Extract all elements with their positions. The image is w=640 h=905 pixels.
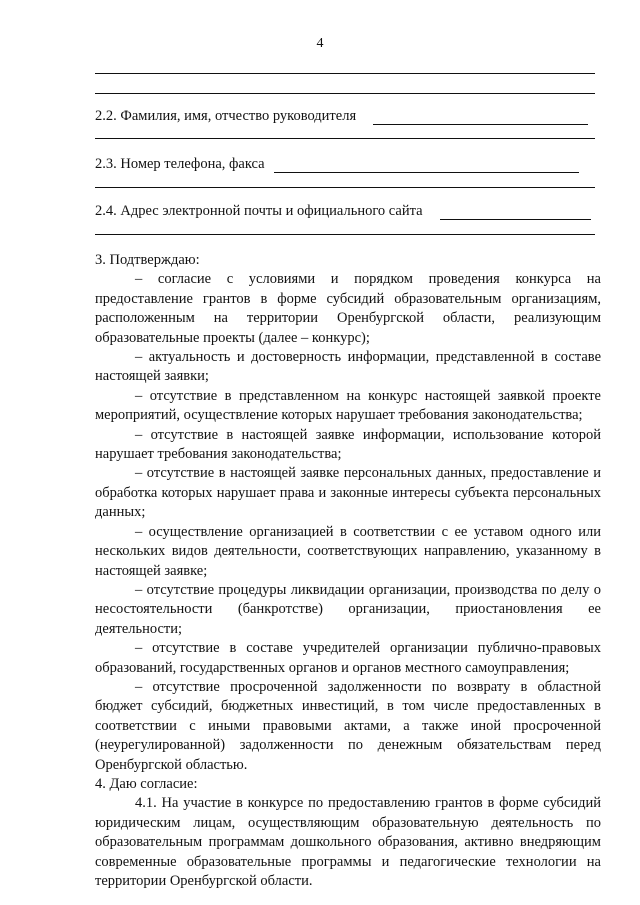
section-3-item: – отсутствие в представленном на конкурс настоящей заявкой проекте мероприятий, осуществление которых нарушает требования законодательства; — [95, 387, 601, 424]
section-3-item: – осуществление организацией в соответствии с ее уставом одного или нескольких видов деятельности, соответствующих направлению, указанному в настоящей заявке; — [95, 523, 601, 579]
section-3-item: – согласие с условиями и порядком проведения конкурса на предоставление грантов в форме субсидий образовательным организациям, расположенным на территории Оренбургской области, реализующим образовательные проекты (далее – конкурс); — [95, 271, 601, 346]
blank-line — [95, 73, 595, 74]
page-number: 4 — [316, 36, 324, 51]
section-3-item: – отсутствие просроченной задолженности по возврату в областной бюджет субсидий, бюджетных инвестиций, в том числе предоставленных в соответствии с иными правовыми актами, а также иной просроченной (неурегулированной) задолженности по денежным обязательствам перед Оренбургской областью. — [95, 678, 601, 773]
fill-line-director-name[interactable] — [373, 124, 588, 125]
fill-line-phone-fax[interactable] — [274, 172, 579, 173]
field-label-phone-fax: 2.3. Номер телефона, факса — [95, 156, 265, 172]
section-3-item: – отсутствие процедуры ликвидации организации, производства по делу о несостоятельности (банкротстве) организации, приостановления ее деятельности; — [95, 581, 601, 637]
fill-line-email-website[interactable] — [440, 219, 591, 220]
section-4-item: 4.1. На участие в конкурсе по предоставлению грантов в форме субсидий юридическим лицам, осуществляющим образовательную деятельность по образовательным программам дошкольного образования, активно внедряющим современные образовательные программы и педагогические технологии на территории Оренбургской области. — [95, 795, 601, 889]
document-body — [95, 251, 601, 891]
field-label-director-name: 2.2. Фамилия, имя, отчество руководителя — [95, 108, 357, 124]
blank-line — [95, 187, 595, 188]
blank-line — [95, 138, 595, 139]
section-3-heading: 3. Подтверждаю: — [95, 252, 200, 268]
blank-line — [95, 93, 595, 94]
section-3-item: – отсутствие в настоящей заявке персональных данных, предоставление и обработка которых нарушает права и законные интересы субъекта персональных данных; — [95, 465, 601, 521]
section-3-item: – отсутствие в настоящей заявке информации, использование которой нарушает требования законодательства; — [95, 426, 601, 463]
section-3-item: – отсутствие в составе учредителей организации публично-правовых образований, государственных органов и органов местного самоуправления; — [95, 640, 601, 676]
section-3-item: – актуальность и достоверность информации, представленной в составе настоящей заявки; — [95, 349, 601, 385]
section-4-heading: 4. Даю согласие: — [95, 775, 198, 792]
field-label-email-website: 2.4. Адрес электронной почты и официального сайта — [95, 203, 423, 219]
blank-line — [95, 234, 595, 235]
